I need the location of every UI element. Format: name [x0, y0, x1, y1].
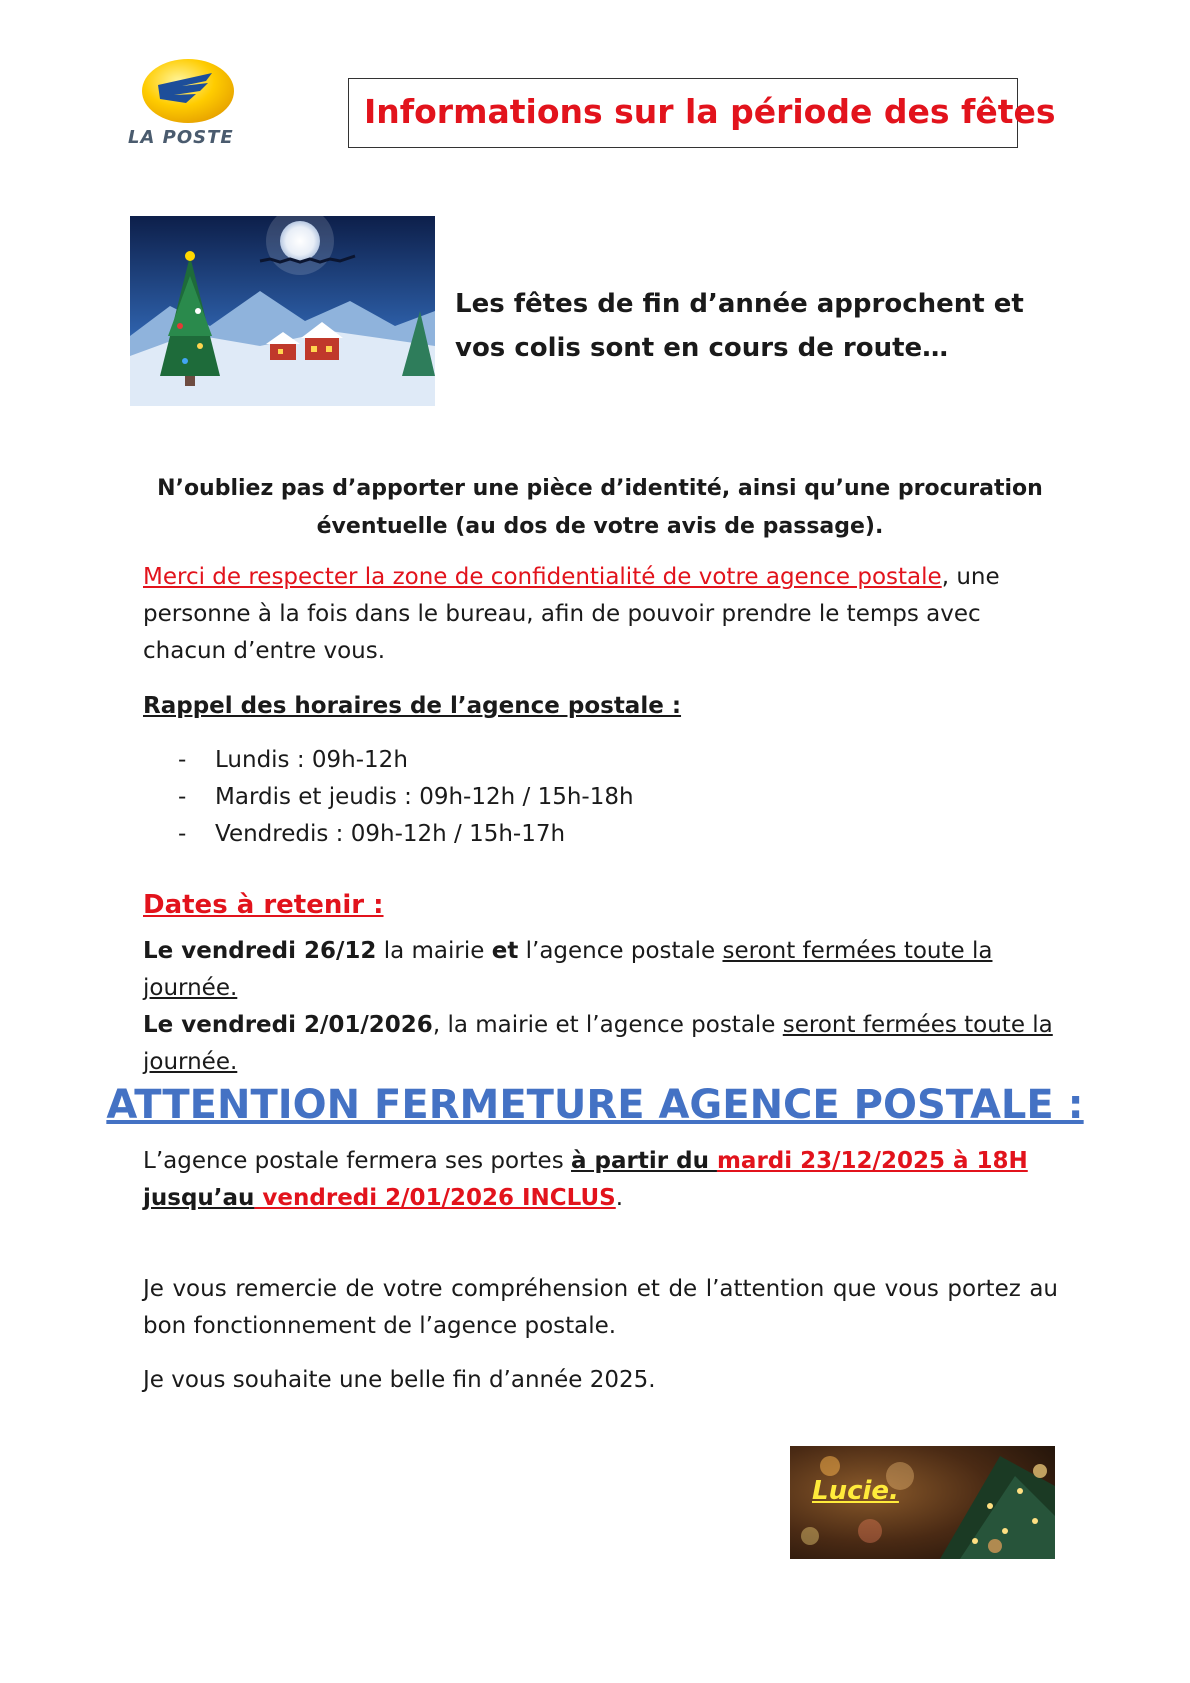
closure-until-date: vendredi 2/01/2026 INCLUS	[254, 1185, 616, 1211]
winter-night-illustration	[130, 216, 435, 406]
closure-intro: L’agence postale fermera ses portes	[143, 1148, 572, 1174]
list-dash: -	[178, 747, 187, 773]
hours-item	[178, 779, 634, 816]
closure-paragraph	[143, 1143, 1058, 1217]
confidentiality-highlight: Merci de respecter la zone de confidentialité de votre agence postale	[143, 564, 942, 590]
date-2-closed: seront fermées toute la journée.	[143, 1012, 1053, 1075]
dates-paragraph	[143, 933, 1058, 1081]
hours-item	[178, 742, 634, 779]
page-title-box	[348, 78, 1056, 148]
thanks-paragraph: Je vous remercie de votre compréhension et de l’attention que vous portez au bon fonctionnement de l’agence postale.	[143, 1276, 1058, 1339]
date-1: Le vendredi 26/12	[143, 938, 377, 964]
id-reminder: N’oubliez pas d’apporter une pièce d’identité, ainsi qu’une procuration éventuelle (au dos de votre avis de passage).	[157, 476, 1043, 539]
closure-end: .	[615, 1185, 624, 1211]
dates-title: Dates à retenir :	[143, 890, 384, 920]
wishes-paragraph: Je vous souhaite une belle fin d’année 2025.	[143, 1367, 656, 1393]
la-poste-logo	[120, 55, 240, 155]
closure-from: à partir du	[571, 1148, 717, 1174]
hours-list	[178, 742, 634, 853]
hours-item-text: Mardis et jeudis : 09h-12h / 15h-18h	[215, 784, 634, 810]
hours-item	[178, 816, 634, 853]
attention-heading: ATTENTION FERMETURE AGENCE POSTALE :	[106, 1082, 1084, 1128]
intro-text: Les fêtes de fin d’année approchent et vos colis sont en cours de route…	[455, 289, 1024, 363]
logo-text: LA POSTE	[128, 127, 234, 148]
date-1-text-a: la mairie	[376, 938, 492, 964]
hours-title: Rappel des horaires de l’agence postale :	[143, 693, 682, 719]
confidentiality-paragraph	[143, 559, 1058, 670]
hours-item-text: Lundis : 09h-12h	[215, 747, 408, 773]
signature-name: Lucie.	[812, 1476, 899, 1506]
date-1-et: et	[491, 938, 519, 964]
date-2: Le vendredi 2/01/2026	[143, 1012, 433, 1038]
page-title: Informations sur la période des fêtes	[364, 92, 1056, 131]
list-dash: -	[178, 821, 187, 847]
list-dash: -	[178, 784, 187, 810]
date-1-text-b: l’agence postale	[518, 938, 723, 964]
hours-item-text: Vendredis : 09h-12h / 15h-17h	[215, 821, 566, 847]
la-poste-bird-icon	[120, 55, 240, 135]
closure-until: jusqu’au	[143, 1185, 255, 1211]
date-1-closed: seront fermées toute la journée.	[143, 938, 993, 1001]
date-2-text-a: , la mairie et l’agence postale	[432, 1012, 783, 1038]
winter-village-image	[130, 216, 435, 406]
confidentiality-rest: , une personne à la fois dans le bureau, afin de pouvoir prendre le temps avec chacun d’entre vous.	[143, 564, 1000, 664]
signature-image	[790, 1446, 1055, 1559]
closure-from-date: mardi 23/12/2025 à 18H	[716, 1148, 1028, 1174]
